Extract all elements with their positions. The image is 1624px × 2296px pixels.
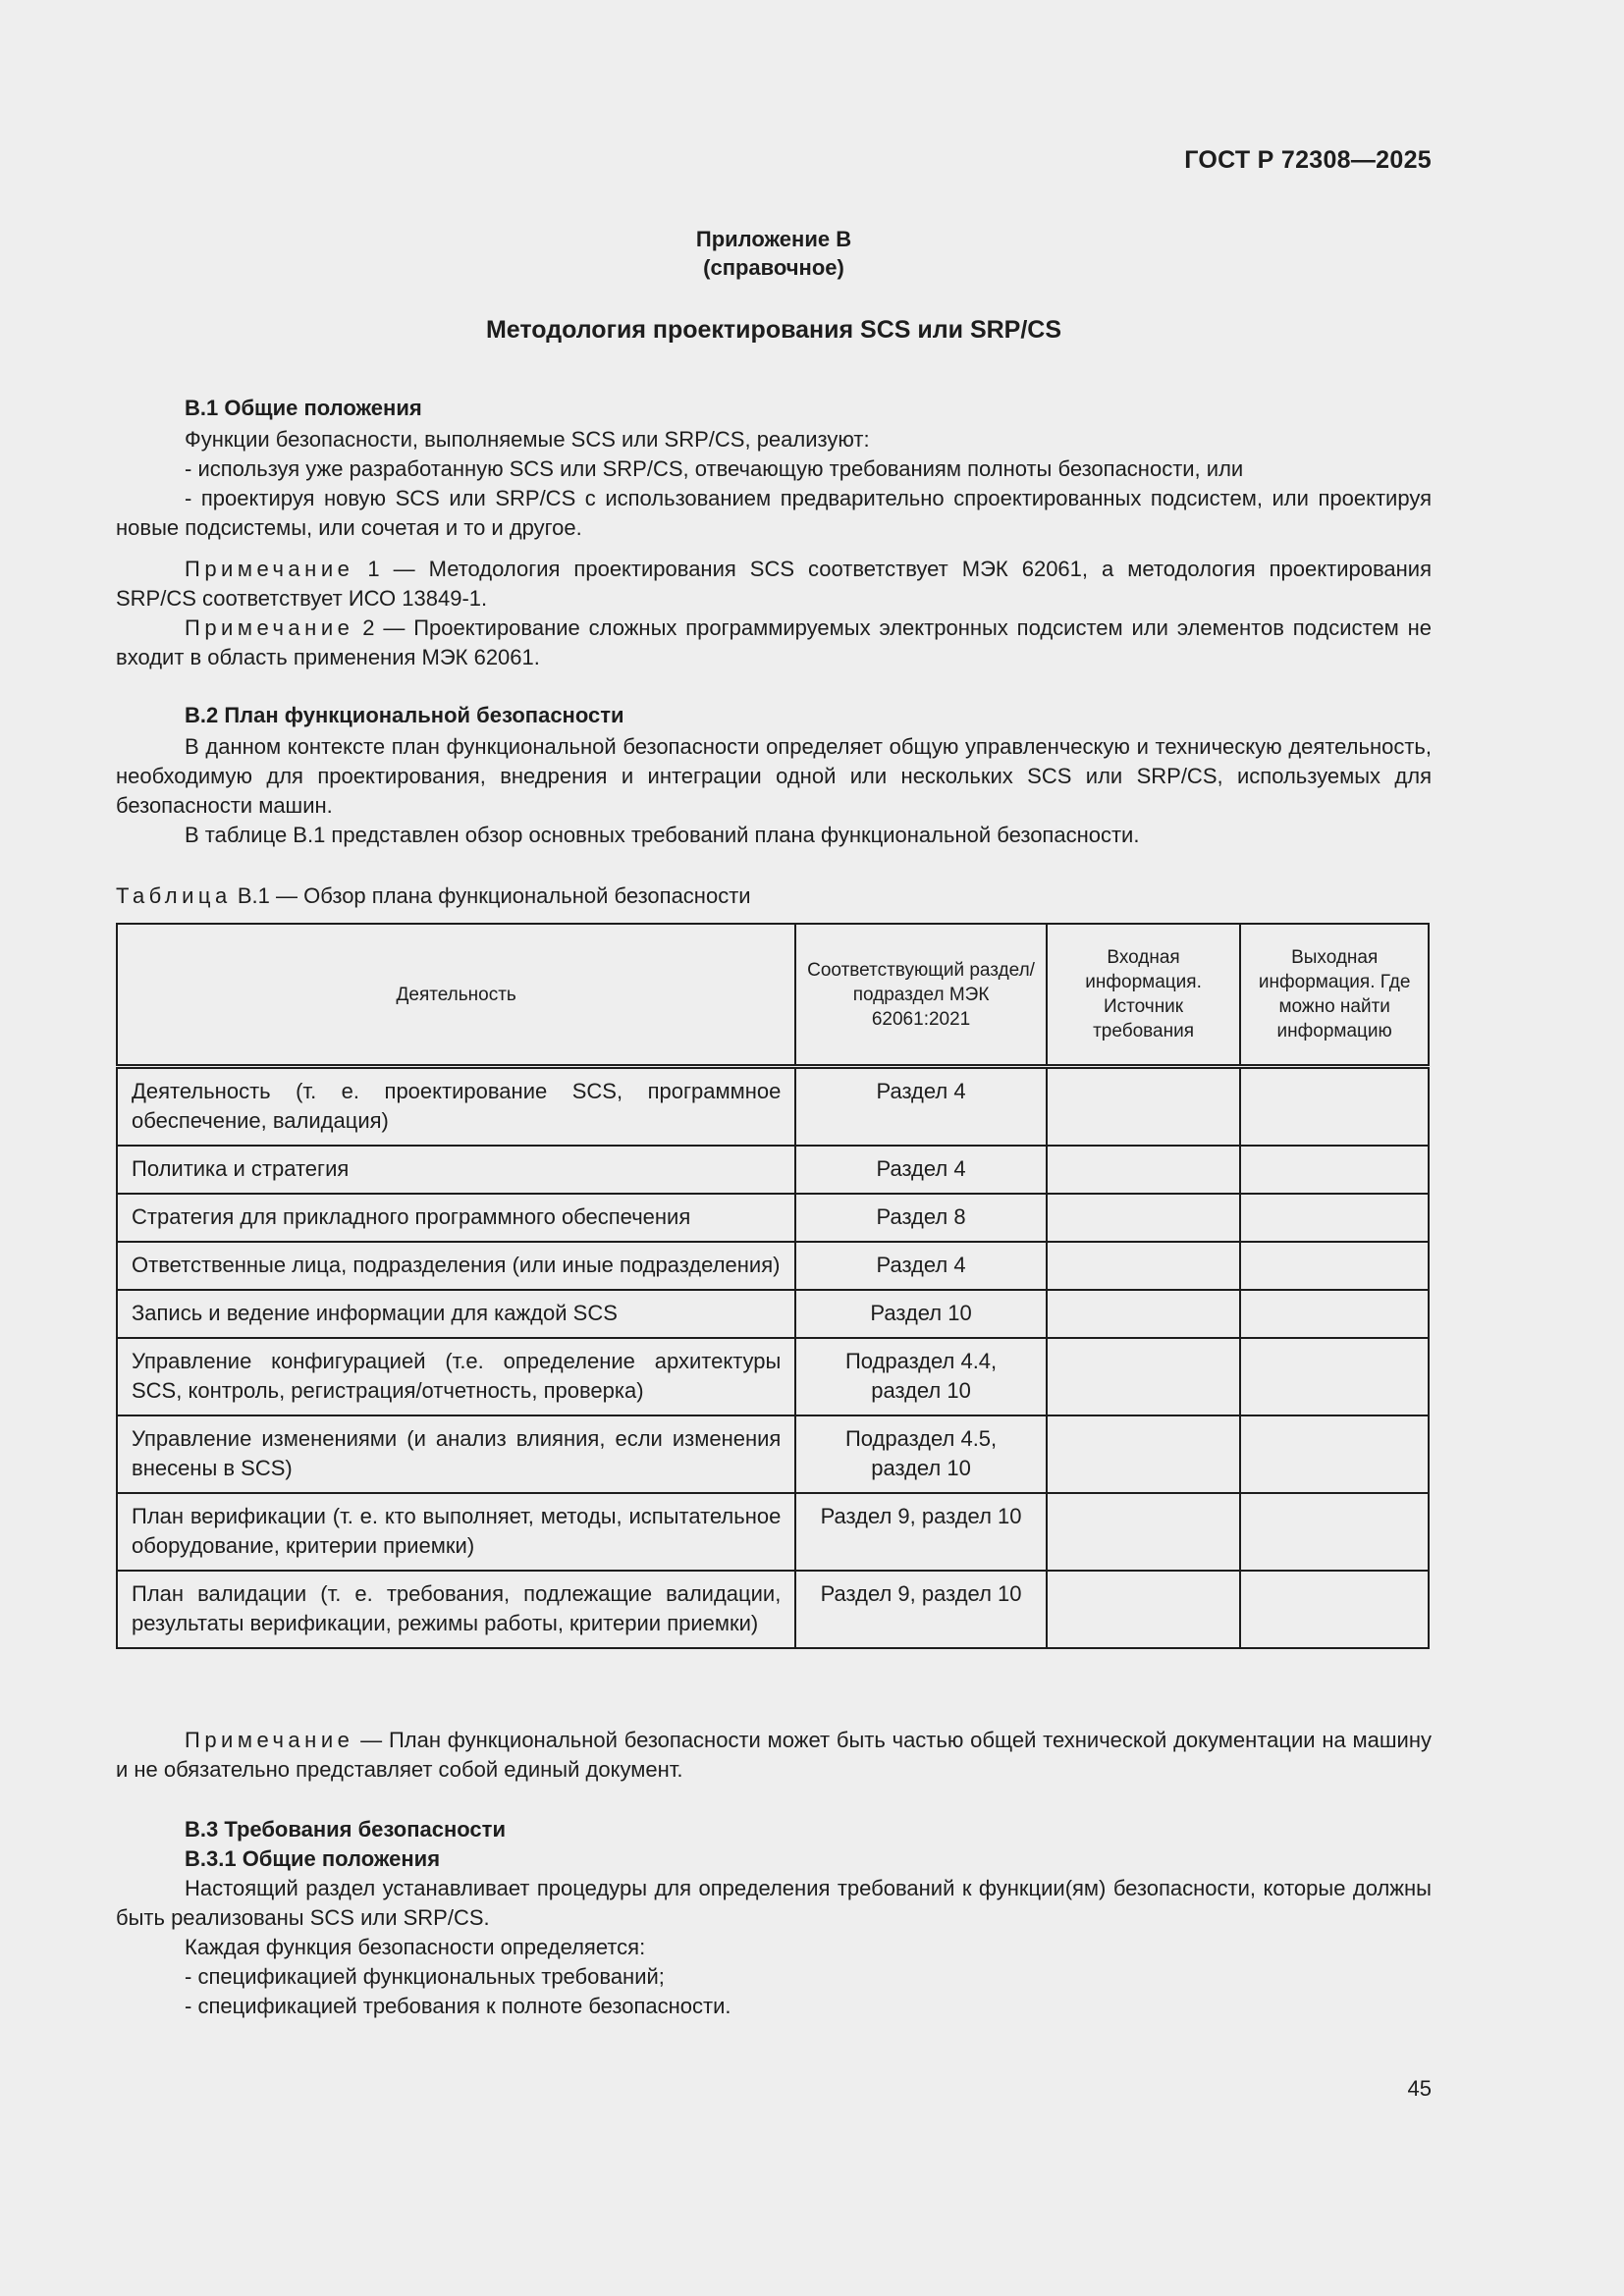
input-cell: [1047, 1290, 1241, 1338]
subsection-heading-b3-1: В.3.1 Общие положения: [185, 1846, 441, 1871]
table-row: [117, 1493, 1429, 1571]
table-row: [117, 1194, 1429, 1242]
page-number: 45: [1407, 2076, 1432, 2101]
reference-cell: Раздел 10: [795, 1290, 1046, 1338]
table-row: [117, 1338, 1429, 1415]
column-header-input: Входная информация. Источник требования: [1047, 924, 1241, 1067]
input-cell: [1047, 1067, 1241, 1147]
document-page: [116, 0, 1432, 2296]
input-cell: [1047, 1146, 1241, 1194]
reference-cell: Раздел 4: [795, 1146, 1046, 1194]
section-heading-b1: В.1 Общие положения: [185, 396, 422, 420]
note-text: — План функциональной безопасности может быть частью общей технической документации на машину и не обязательно представляет собой единый документ.: [116, 1728, 1432, 1782]
note-text: 2 — Проектирование сложных программируемых электронных подсистем или элементов подсистем не входит в область применения МЭК 62061.: [116, 615, 1432, 669]
output-cell: [1240, 1571, 1429, 1648]
activity-cell: Запись и ведение информации для каждой SCS: [117, 1290, 795, 1338]
table-row: [117, 1415, 1429, 1493]
output-cell: [1240, 1493, 1429, 1571]
table-caption: [116, 881, 1432, 911]
activity-cell: План верификации (т. е. кто выполняет, методы, испытательное оборудование, критерии приемки): [117, 1493, 795, 1571]
list-item: - спецификацией функциональных требований;: [185, 1964, 665, 1989]
section-b2: [116, 701, 1432, 850]
section-b1: [116, 394, 1432, 672]
table-header-row: [117, 924, 1429, 1067]
input-cell: [1047, 1415, 1241, 1493]
activity-cell: Управление изменениями (и анализ влияния, если изменения внесены в SCS): [117, 1415, 795, 1493]
output-cell: [1240, 1067, 1429, 1147]
output-cell: [1240, 1242, 1429, 1290]
section-heading-b2: В.2 План функциональной безопасности: [185, 703, 624, 727]
input-cell: [1047, 1493, 1241, 1571]
table-row: [117, 1067, 1429, 1147]
input-cell: [1047, 1338, 1241, 1415]
output-cell: [1240, 1290, 1429, 1338]
section-b3: [116, 1815, 1432, 2021]
note-1: [116, 555, 1432, 614]
overview-table: [116, 923, 1430, 1649]
reference-cell: Раздел 4: [795, 1242, 1046, 1290]
activity-cell: Ответственные лица, подразделения (или иные подразделения): [117, 1242, 795, 1290]
output-cell: [1240, 1146, 1429, 1194]
activity-cell: Стратегия для прикладного программного обеспечения: [117, 1194, 795, 1242]
note-text: 1 — Методология проектирования SCS соответствует МЭК 62061, а методология проектирования SRP/CS соответствует ИСО 13849-1.: [116, 557, 1432, 611]
paragraph: Настоящий раздел устанавливает процедуры для определения требований к функции(ям) безопасности, которые должны быть реализованы SCS или SRP/CS.: [116, 1876, 1432, 1930]
column-header-reference: Соответствующий раздел/подраздел МЭК 62061:2021: [795, 924, 1046, 1067]
note-label: Примечание: [185, 615, 354, 640]
table-note: [116, 1726, 1432, 1785]
note-label: Примечание: [185, 1728, 354, 1752]
paragraph: В данном контексте план функциональной безопасности определяет общую управленческую и техническую деятельность, необходимую для проектирования, внедрения и интеграции одной или нескольких SCS или SRP/CS, используемых для безопасности машин.: [116, 734, 1432, 818]
column-header-activity: Деятельность: [117, 924, 795, 1067]
note-label: Примечание: [185, 557, 354, 581]
appendix-type: (справочное): [703, 255, 844, 280]
list-item: - проектируя новую SCS или SRP/CS с использованием предварительно спроектированных подсистем, или проектируя новые подсистемы, или сочетая и то и другое.: [116, 486, 1432, 540]
table-row: [117, 1290, 1429, 1338]
appendix-label: Приложение В: [695, 227, 852, 251]
activity-cell: Политика и стратегия: [117, 1146, 795, 1194]
reference-cell: Раздел 9, раздел 10: [795, 1493, 1046, 1571]
table-row: [117, 1571, 1429, 1648]
output-cell: [1240, 1194, 1429, 1242]
reference-cell: Раздел 4: [795, 1067, 1046, 1147]
note-2: [116, 614, 1432, 672]
input-cell: [1047, 1571, 1241, 1648]
reference-cell: Раздел 9, раздел 10: [795, 1571, 1046, 1648]
list-item: - используя уже разработанную SCS или SRP/CS, отвечающую требованиям полноты безопасности, или: [185, 456, 1244, 481]
reference-cell: Подраздел 4.4, раздел 10: [795, 1338, 1046, 1415]
activity-cell: Деятельность (т. е. проектирование SCS, программное обеспечение, валидация): [117, 1067, 795, 1147]
list-item: - спецификацией требования к полноте безопасности.: [185, 1994, 731, 2018]
table-caption-text: В.1 — Обзор плана функциональной безопасности: [231, 883, 751, 908]
table-row: [117, 1146, 1429, 1194]
appendix-heading: [116, 225, 1432, 282]
activity-cell: Управление конфигурацией (т.е. определение архитектуры SCS, контроль, регистрация/отчетность, проверка): [117, 1338, 795, 1415]
output-cell: [1240, 1338, 1429, 1415]
input-cell: [1047, 1242, 1241, 1290]
reference-cell: Подраздел 4.5, раздел 10: [795, 1415, 1046, 1493]
standard-designation: ГОСТ Р 72308—2025: [1184, 146, 1432, 174]
column-header-output: Выходная информация. Где можно найти информацию: [1240, 924, 1429, 1067]
table-row: [117, 1242, 1429, 1290]
table-caption-label: Таблица: [116, 883, 232, 908]
paragraph: Функции безопасности, выполняемые SCS или SRP/CS, реализуют:: [185, 427, 870, 452]
output-cell: [1240, 1415, 1429, 1493]
appendix-title: Методология проектирования SCS или SRP/CS: [485, 316, 1062, 344]
activity-cell: План валидации (т. е. требования, подлежащие валидации, результаты верификации, режимы работы, критерии приемки): [117, 1571, 795, 1648]
input-cell: [1047, 1194, 1241, 1242]
section-heading-b3: В.3 Требования безопасности: [185, 1817, 506, 1842]
paragraph: Каждая функция безопасности определяется:: [185, 1935, 646, 1959]
reference-cell: Раздел 8: [795, 1194, 1046, 1242]
note: [116, 1726, 1432, 1785]
paragraph: В таблице В.1 представлен обзор основных требований плана функциональной безопасности.: [185, 823, 1140, 847]
